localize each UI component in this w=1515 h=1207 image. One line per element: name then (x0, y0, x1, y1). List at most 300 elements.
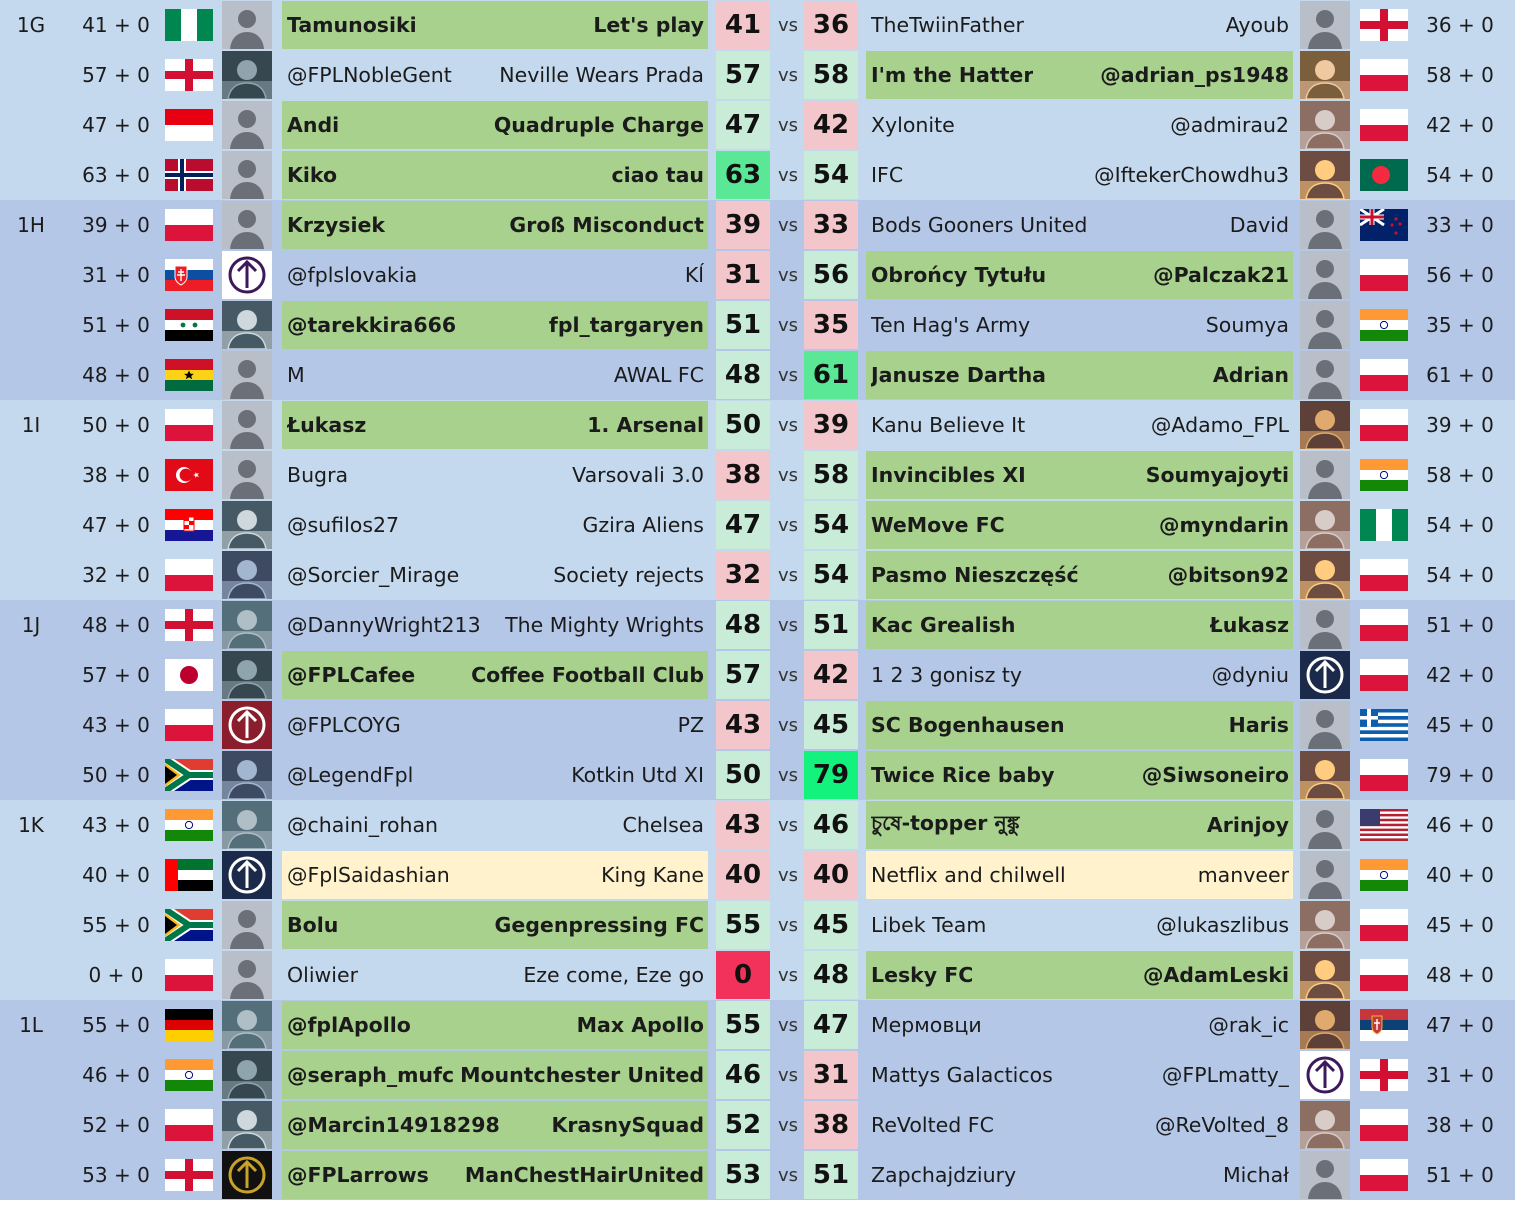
left-total: 41 + 0 (82, 13, 150, 37)
right-team-name: Мермовци (871, 1013, 982, 1037)
right-points: 38 (804, 1101, 858, 1149)
right-total: 45 + 0 (1426, 713, 1494, 737)
right-team-name: Twice Rice baby (871, 763, 1055, 787)
group-label (0, 551, 62, 599)
left-total: 50 + 0 (82, 763, 150, 787)
right-team-name: Bods Gooners United (871, 213, 1088, 237)
right-avatar (1300, 301, 1350, 349)
right-points: 45 (804, 901, 858, 949)
right-team-name: Kac Grealish (871, 613, 1016, 637)
left-points: 47 (716, 101, 770, 149)
right-points: 47 (804, 1001, 858, 1049)
left-team[interactable] (282, 551, 708, 599)
right-player-name: @Adamo_FPL (1150, 413, 1289, 437)
left-avatar (222, 1051, 272, 1099)
left-player-name: Bugra (287, 463, 349, 487)
left-team[interactable] (282, 401, 708, 449)
right-total: 51 + 0 (1426, 613, 1494, 637)
group-label (0, 1151, 62, 1199)
left-points: 48 (716, 351, 770, 399)
right-player-name: @lukaszlibus (1156, 913, 1289, 937)
right-team[interactable] (866, 1151, 1293, 1199)
right-total: 48 + 0 (1426, 963, 1494, 987)
right-team[interactable] (866, 301, 1293, 349)
group-label (0, 351, 62, 399)
left-total: 31 + 0 (82, 263, 150, 287)
left-points: 31 (716, 251, 770, 299)
right-team[interactable] (866, 1001, 1293, 1049)
right-total: 47 + 0 (1426, 1013, 1494, 1037)
left-team-name: Kotkin Utd XI (571, 763, 704, 787)
right-team-name: Lesky FC (871, 963, 974, 987)
left-points: 57 (716, 51, 770, 99)
right-team[interactable] (866, 551, 1293, 599)
right-player-name: manveer (1197, 863, 1289, 887)
right-avatar (1300, 651, 1350, 699)
right-avatar (1300, 1001, 1350, 1049)
right-points: 58 (804, 451, 858, 499)
right-points: 54 (804, 151, 858, 199)
left-player-name: @LegendFpl (287, 763, 414, 787)
right-total: 54 + 0 (1426, 163, 1494, 187)
right-avatar (1300, 1, 1350, 49)
left-player-name: @FPLCafee (287, 663, 416, 687)
vs-label: vs (777, 814, 799, 836)
fixture-row (0, 300, 1515, 350)
right-team-name: I'm the Hatter (871, 63, 1034, 87)
left-points: 63 (716, 151, 770, 199)
left-avatar (222, 101, 272, 149)
right-team-name: Janusze Dartha (871, 363, 1047, 387)
right-avatar (1300, 851, 1350, 899)
left-team[interactable] (282, 101, 708, 149)
left-total: 57 + 0 (82, 663, 150, 687)
left-avatar (222, 1101, 272, 1149)
right-team[interactable] (866, 501, 1293, 549)
left-avatar (222, 551, 272, 599)
right-team[interactable] (866, 901, 1293, 949)
left-player-name: @seraph_mufc (287, 1063, 455, 1087)
right-team-name: TheTwiinFather (871, 13, 1024, 37)
right-points: 33 (804, 201, 858, 249)
left-player-name: Łukasz (287, 413, 367, 437)
right-total: 39 + 0 (1426, 413, 1494, 437)
left-avatar (222, 51, 272, 99)
fixture-row (0, 500, 1515, 550)
left-points: 41 (716, 1, 770, 49)
right-team-name: 1 2 3 gonisz ty (871, 663, 1023, 687)
right-player-name: Michał (1222, 1163, 1289, 1187)
fixture-row (0, 750, 1515, 800)
right-player-name: @myndarin (1158, 513, 1289, 537)
right-total: 46 + 0 (1426, 813, 1494, 837)
left-avatar (222, 751, 272, 799)
vs-label: vs (777, 1014, 799, 1036)
left-points: 53 (716, 1151, 770, 1199)
left-total: 48 + 0 (82, 613, 150, 637)
left-player-name: @DannyWright213 (287, 613, 481, 637)
fixture-row (0, 1050, 1515, 1100)
left-player-name: @fplApollo (287, 1013, 411, 1037)
left-points: 43 (716, 801, 770, 849)
right-avatar (1300, 351, 1350, 399)
right-points: 54 (804, 501, 858, 549)
right-team[interactable] (866, 201, 1293, 249)
left-team[interactable] (282, 1, 708, 49)
right-player-name: Soumyajoyti (1145, 463, 1289, 487)
left-player-name: Krzysiek (287, 213, 386, 237)
left-team[interactable] (282, 351, 708, 399)
left-total: 46 + 0 (82, 1063, 150, 1087)
fixture-row (0, 900, 1515, 950)
right-player-name: @rak_ic (1208, 1013, 1289, 1037)
right-team-name: Obrońcy Tytułu (871, 263, 1047, 287)
right-total: 31 + 0 (1426, 1063, 1494, 1087)
fixture-row (0, 250, 1515, 300)
right-total: 38 + 0 (1426, 1113, 1494, 1137)
right-points: 51 (804, 1151, 858, 1199)
right-player-name: Ayoub (1225, 13, 1289, 37)
left-avatar (222, 201, 272, 249)
left-avatar (222, 851, 272, 899)
right-total: 42 + 0 (1426, 113, 1494, 137)
left-player-name: @sufilos27 (287, 513, 400, 537)
right-avatar (1300, 401, 1350, 449)
left-team[interactable] (282, 301, 708, 349)
left-player-name: @FPLCOYG (287, 713, 401, 737)
right-total: 36 + 0 (1426, 13, 1494, 37)
left-points: 32 (716, 551, 770, 599)
left-player-name: Bolu (287, 913, 339, 937)
right-team-name: ReVolted FC (871, 1113, 994, 1137)
left-total: 55 + 0 (82, 1013, 150, 1037)
left-team[interactable] (282, 951, 708, 999)
left-player-name: @Sorcier_Mirage (287, 563, 460, 587)
left-avatar (222, 1151, 272, 1199)
fixture-row (0, 700, 1515, 750)
group-label (0, 301, 62, 349)
fixture-row (0, 950, 1515, 1000)
right-player-name: Haris (1228, 713, 1289, 737)
left-team-name: Varsovali 3.0 (572, 463, 704, 487)
right-team-name: Ten Hag's Army (871, 313, 1031, 337)
right-team[interactable] (866, 651, 1293, 699)
left-team-name: AWAL FC (613, 363, 704, 387)
right-player-name: @ReVolted_8 (1154, 1113, 1289, 1137)
right-points: 45 (804, 701, 858, 749)
left-player-name: Kiko (287, 163, 338, 187)
right-points: 51 (804, 601, 858, 649)
right-player-name: Soumya (1205, 313, 1289, 337)
right-team[interactable] (866, 101, 1293, 149)
vs-label: vs (777, 164, 799, 186)
left-total: 47 + 0 (82, 513, 150, 537)
right-avatar (1300, 751, 1350, 799)
left-total: 51 + 0 (82, 313, 150, 337)
group-label (0, 51, 62, 99)
left-team[interactable] (282, 601, 708, 649)
left-player-name: @tarekkira666 (287, 313, 457, 337)
fixture-row (0, 1000, 1515, 1050)
left-points: 51 (716, 301, 770, 349)
group-label: 1H (17, 213, 45, 237)
fixture-row (0, 0, 1515, 50)
left-total: 53 + 0 (82, 1163, 150, 1187)
left-team[interactable] (282, 251, 708, 299)
right-player-name: David (1229, 213, 1289, 237)
right-total: 40 + 0 (1426, 863, 1494, 887)
left-total: 57 + 0 (82, 63, 150, 87)
left-player-name: Oliwier (287, 963, 359, 987)
vs-label: vs (777, 764, 799, 786)
left-team[interactable] (282, 651, 708, 699)
left-team[interactable] (282, 751, 708, 799)
left-total: 63 + 0 (82, 163, 150, 187)
left-team[interactable] (282, 851, 708, 899)
left-points: 39 (716, 201, 770, 249)
fixture-row (0, 850, 1515, 900)
fixture-row (0, 150, 1515, 200)
vs-label: vs (777, 864, 799, 886)
left-team[interactable] (282, 51, 708, 99)
right-points: 56 (804, 251, 858, 299)
left-avatar (222, 901, 272, 949)
right-player-name: @FPLmatty_ (1161, 1063, 1289, 1087)
fixture-row (0, 50, 1515, 100)
left-team-name: Mountchester United (460, 1063, 704, 1087)
left-points: 48 (716, 601, 770, 649)
left-team-name: KrasnySquad (551, 1113, 704, 1137)
left-team[interactable] (282, 201, 708, 249)
left-team-name: Gzira Aliens (582, 513, 704, 537)
left-points: 57 (716, 651, 770, 699)
left-avatar (222, 251, 272, 299)
right-avatar (1300, 801, 1350, 849)
left-player-name: Andi (287, 113, 340, 137)
left-team-name: Kĺ (684, 263, 704, 287)
vs-label: vs (777, 364, 799, 386)
right-total: 33 + 0 (1426, 213, 1494, 237)
left-team[interactable] (282, 801, 708, 849)
right-total: 58 + 0 (1426, 63, 1494, 87)
fixture-row (0, 100, 1515, 150)
right-avatar (1300, 1051, 1350, 1099)
right-total: 42 + 0 (1426, 663, 1494, 687)
vs-label: vs (777, 1164, 799, 1186)
right-avatar (1300, 701, 1350, 749)
right-points: 42 (804, 651, 858, 699)
fixture-row (0, 800, 1515, 850)
left-avatar (222, 301, 272, 349)
left-team[interactable] (282, 701, 708, 749)
right-player-name: @Palczak21 (1153, 263, 1289, 287)
vs-label: vs (777, 1064, 799, 1086)
left-player-name: @FPLarrows (287, 1163, 429, 1187)
right-team[interactable] (866, 801, 1293, 849)
right-team-name: Invincibles XI (871, 463, 1026, 487)
left-team[interactable] (282, 151, 708, 199)
left-avatar (222, 601, 272, 649)
right-points: 39 (804, 401, 858, 449)
right-avatar (1300, 451, 1350, 499)
left-total: 0 + 0 (88, 963, 144, 987)
right-total: 45 + 0 (1426, 913, 1494, 937)
right-total: 56 + 0 (1426, 263, 1494, 287)
group-label: 1G (16, 13, 46, 37)
right-player-name: Adrian (1212, 363, 1289, 387)
right-team[interactable] (866, 701, 1293, 749)
group-label (0, 751, 62, 799)
group-label (0, 1051, 62, 1099)
right-avatar (1300, 901, 1350, 949)
right-player-name: @Siwsoneiro (1141, 763, 1289, 787)
left-team[interactable] (282, 1051, 708, 1099)
right-points: 35 (804, 301, 858, 349)
fixture-row (0, 200, 1515, 250)
right-points: 40 (804, 851, 858, 899)
right-avatar (1300, 1151, 1350, 1199)
right-team-name: Mattys Galacticos (871, 1063, 1053, 1087)
right-team[interactable] (866, 1101, 1293, 1149)
right-total: 54 + 0 (1426, 513, 1494, 537)
vs-label: vs (777, 914, 799, 936)
right-points: 46 (804, 801, 858, 849)
fixture-row (0, 400, 1515, 450)
right-team[interactable] (866, 601, 1293, 649)
group-label: 1L (19, 1013, 43, 1037)
left-total: 52 + 0 (82, 1113, 150, 1137)
left-player-name: @FPLNobleGent (287, 63, 452, 87)
right-points: 58 (804, 51, 858, 99)
right-team[interactable] (866, 51, 1293, 99)
right-team[interactable] (866, 351, 1293, 399)
vs-label: vs (777, 414, 799, 436)
left-team[interactable] (282, 1151, 708, 1199)
right-team-name: Libek Team (871, 913, 987, 937)
right-team[interactable] (866, 951, 1293, 999)
left-points: 55 (716, 1001, 770, 1049)
left-team-name: The Mighty Wrights (505, 613, 704, 637)
right-player-name: @dyniu (1211, 663, 1289, 687)
fixture-row (0, 350, 1515, 400)
right-team[interactable] (866, 851, 1293, 899)
group-label (0, 251, 62, 299)
left-team-name: 1. Arsenal (587, 413, 704, 437)
left-team[interactable] (282, 1001, 708, 1049)
left-team-name: Gegenpressing FC (494, 913, 704, 937)
left-player-name: Tamunosiki (287, 13, 417, 37)
right-avatar (1300, 601, 1350, 649)
left-team-name: fpl_targaryen (548, 313, 704, 337)
right-points: 31 (804, 1051, 858, 1099)
vs-label: vs (777, 114, 799, 136)
left-team-name: ciao tau (611, 163, 704, 187)
right-avatar (1300, 951, 1350, 999)
right-avatar (1300, 551, 1350, 599)
vs-label: vs (777, 264, 799, 286)
right-team-name: SC Bogenhausen (871, 713, 1065, 737)
group-label (0, 151, 62, 199)
right-team-name: চুষে-topper নুঙ্কু (871, 811, 1020, 835)
group-label (0, 851, 62, 899)
left-total: 43 + 0 (82, 813, 150, 837)
right-team[interactable] (866, 451, 1293, 499)
vs-label: vs (777, 214, 799, 236)
vs-label: vs (777, 64, 799, 86)
right-team[interactable] (866, 251, 1293, 299)
group-label (0, 651, 62, 699)
left-team[interactable] (282, 501, 708, 549)
group-label (0, 101, 62, 149)
left-points: 55 (716, 901, 770, 949)
left-team[interactable] (282, 451, 708, 499)
vs-label: vs (777, 964, 799, 986)
right-player-name: @admirau2 (1170, 113, 1289, 137)
right-points: 54 (804, 551, 858, 599)
right-player-name: Łukasz (1209, 613, 1289, 637)
right-points: 42 (804, 101, 858, 149)
left-avatar (222, 1, 272, 49)
right-points: 48 (804, 951, 858, 999)
fixture-row (0, 550, 1515, 600)
vs-label: vs (777, 314, 799, 336)
right-team[interactable] (866, 751, 1293, 799)
left-points: 50 (716, 401, 770, 449)
right-avatar (1300, 501, 1350, 549)
right-avatar (1300, 251, 1350, 299)
right-team[interactable] (866, 1, 1293, 49)
left-team-name: Coffee Football Club (471, 663, 704, 687)
left-points: 40 (716, 851, 770, 899)
left-team[interactable] (282, 901, 708, 949)
group-label (0, 901, 62, 949)
right-team[interactable] (866, 401, 1293, 449)
left-team-name: ManChestHairUnited (464, 1163, 704, 1187)
right-avatar (1300, 101, 1350, 149)
left-team-name: Quadruple Charge (493, 113, 704, 137)
left-points: 52 (716, 1101, 770, 1149)
left-avatar (222, 651, 272, 699)
left-team-name: Groß Misconduct (509, 213, 704, 237)
right-total: 79 + 0 (1426, 763, 1494, 787)
fixture-row (0, 450, 1515, 500)
group-label: 1K (18, 813, 44, 837)
right-avatar (1300, 201, 1350, 249)
right-total: 54 + 0 (1426, 563, 1494, 587)
vs-label: vs (777, 14, 799, 36)
group-label (0, 451, 62, 499)
left-player-name: @Marcin14918298 (287, 1113, 500, 1137)
left-player-name: @FplSaidashian (287, 863, 450, 887)
left-team-name: Let's play (593, 13, 704, 37)
right-team[interactable] (866, 1051, 1293, 1099)
left-total: 32 + 0 (82, 563, 150, 587)
right-avatar (1300, 51, 1350, 99)
right-team[interactable] (866, 151, 1293, 199)
left-team[interactable] (282, 1101, 708, 1149)
left-points: 50 (716, 751, 770, 799)
fixture-row (0, 600, 1515, 650)
right-team-name: WeMove FC (871, 513, 1005, 537)
left-team-name: PZ (677, 713, 704, 737)
left-total: 40 + 0 (82, 863, 150, 887)
right-player-name: @adrian_ps1948 (1100, 63, 1289, 87)
fixture-row (0, 650, 1515, 700)
fixture-row (0, 1100, 1515, 1150)
right-team-name: Netflix and chilwell (871, 863, 1066, 887)
left-avatar (222, 951, 272, 999)
left-team-name: Society rejects (553, 563, 704, 587)
